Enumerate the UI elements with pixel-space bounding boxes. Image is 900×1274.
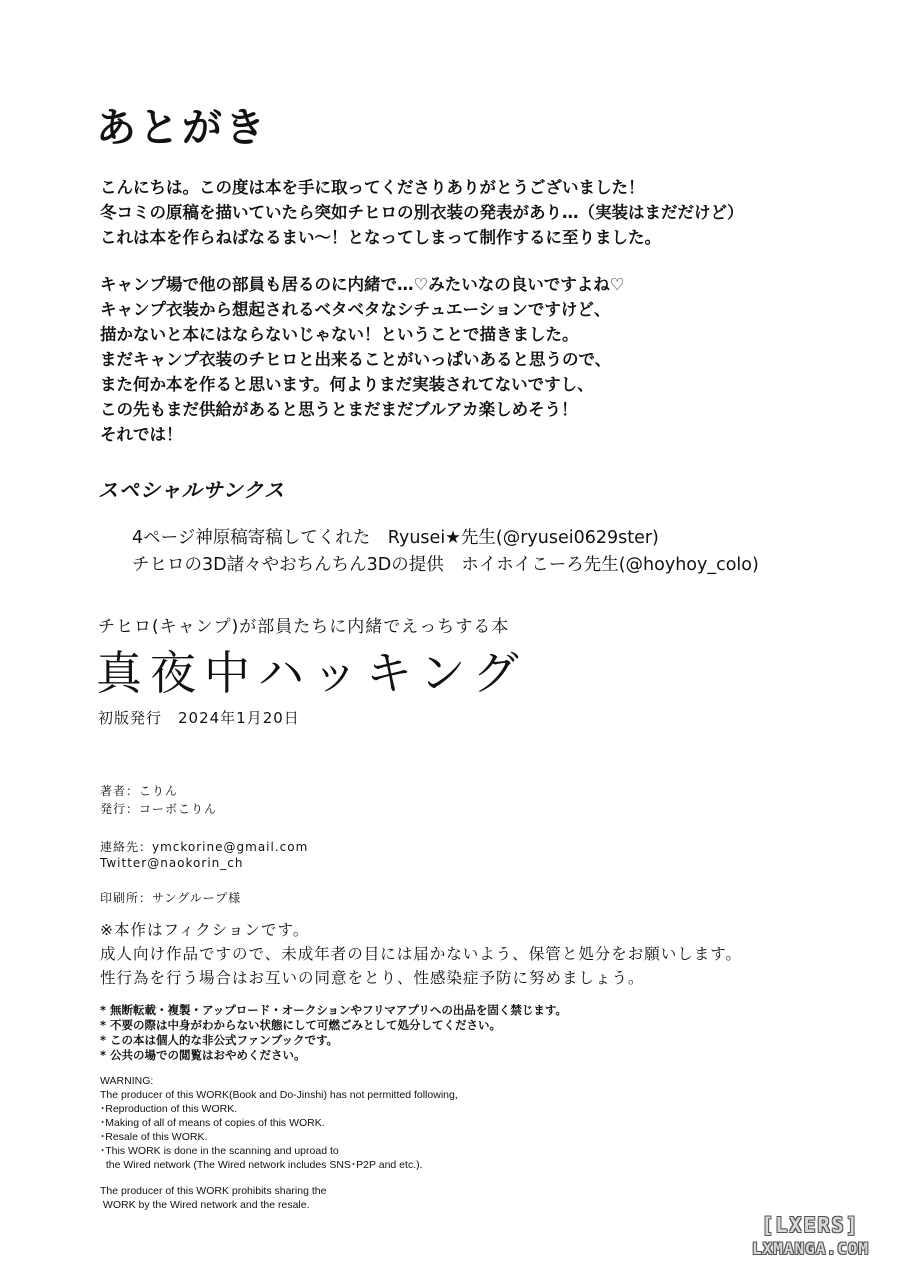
book-subtitle: チヒロ(キャンプ)が部員たちに内緒でえっちする本 <box>98 617 510 637</box>
watermark-line: LXMANGA.COM <box>752 1239 869 1258</box>
afterword-line: これは本を作らねばなるまい～！となってしまって制作するに至りました。 <box>100 228 661 247</box>
warning-closing-line: The producer of this WORK prohibits sharing the <box>100 1185 327 1197</box>
watermark-line: [LXERS] <box>761 1213 860 1237</box>
special-thanks-list <box>132 525 759 579</box>
warning-block <box>100 1074 458 1212</box>
rule-line: * 不要の際は中身がわからない状態にして可燃ごみとして処分してください。 <box>100 1018 502 1032</box>
contact-email: 連絡先：ymckorine@gmail.com <box>100 840 309 854</box>
rule-line: * 公共の場での閲覧はおやめください。 <box>100 1048 306 1062</box>
publisher-credit: 発行：コーボこりん <box>100 802 218 816</box>
afterword-paragraph <box>100 272 820 447</box>
special-thanks-item: チヒロの3D諸々やおちんちん3Dの提供 ホイホイこーろ先生(@hoyhoy_colo) <box>132 555 759 575</box>
fiction-notice <box>100 918 742 990</box>
afterword-body <box>100 175 820 447</box>
afterword-line: それでは！ <box>100 425 183 444</box>
afterword-line: キャンプ衣装から想起されるベタベタなシチュエーションですけど、 <box>100 300 611 319</box>
notice-line: 成人向け作品ですので、未成年者の目には届かないよう、保管と処分をお願いします。 <box>100 945 742 963</box>
afterword-line: まだキャンプ衣装のチヒロと出来ることがいっぱいあると思うので、 <box>100 350 612 369</box>
rule-line: * この本は個人的な非公式ファンブックです。 <box>100 1033 339 1047</box>
warning-line: ･This WORK is done in the scanning and uproad to <box>100 1145 339 1157</box>
site-watermark <box>728 1212 893 1272</box>
warning-line: the Wired network (The Wired network includes SNS･P2P and etc.). <box>100 1159 423 1171</box>
afterword-paragraph <box>100 175 820 250</box>
warning-line: WARNING: <box>100 1075 154 1087</box>
special-thanks-title: スペシャルサンクス <box>98 478 285 502</box>
afterword-line: この先もまだ供給があると思うとまだまだブルアカ楽しめそう！ <box>100 400 578 419</box>
afterword-line: こんにちは。この度は本を手に取ってくださりありがとうございました！ <box>100 178 645 197</box>
special-thanks-item: 4ページ神原稿寄稿してくれた Ryusei★先生(@ryusei0629ster) <box>132 528 659 548</box>
usage-rules <box>100 1003 567 1063</box>
afterword-line: また何か本を作ると思います。何よりまだ実装されてないですし、 <box>100 375 594 394</box>
afterword-title: あとがき <box>96 105 268 151</box>
author-credit: 著者：こりん <box>100 784 179 798</box>
afterword-line: 冬コミの原稿を描いていたら突如チヒロの別衣装の発表があり…（実装はまだだけど） <box>100 203 744 222</box>
notice-line: ※本作はフィクションです。 <box>100 921 310 939</box>
edition-date: 初版発行 2024年1月20日 <box>98 709 300 727</box>
rule-line: * 無断転載・複製・アップロード・オークションやフリマアプリへの出品を固く禁じます。 <box>100 1003 567 1017</box>
afterword-line: 描かないと本にはならないじゃない！ということで描きました。 <box>100 325 579 344</box>
afterword-line: キャンプ場で他の部員も居るのに内緒で…♡みたいなの良いですよね♡ <box>100 275 625 294</box>
warning-line: ･Resale of this WORK. <box>100 1131 208 1143</box>
warning-line: The producer of this WORK(Book and Do-Jinshi) has not permitted following, <box>100 1089 458 1101</box>
printer-credit: 印刷所：サングループ様 <box>100 891 242 905</box>
twitter-handle: Twitter@naokorin_ch <box>100 856 244 870</box>
book-title: 真夜中ハッキング <box>96 646 527 700</box>
warning-closing-line: WORK by the Wired network and the resale. <box>100 1199 310 1211</box>
notice-line: 性行為を行う場合はお互いの同意をとり、性感染症予防に努めましょう。 <box>100 969 645 987</box>
warning-line: ･Making of all of means of copies of this WORK. <box>100 1117 325 1129</box>
warning-line: ･Reproduction of this WORK. <box>100 1103 238 1115</box>
